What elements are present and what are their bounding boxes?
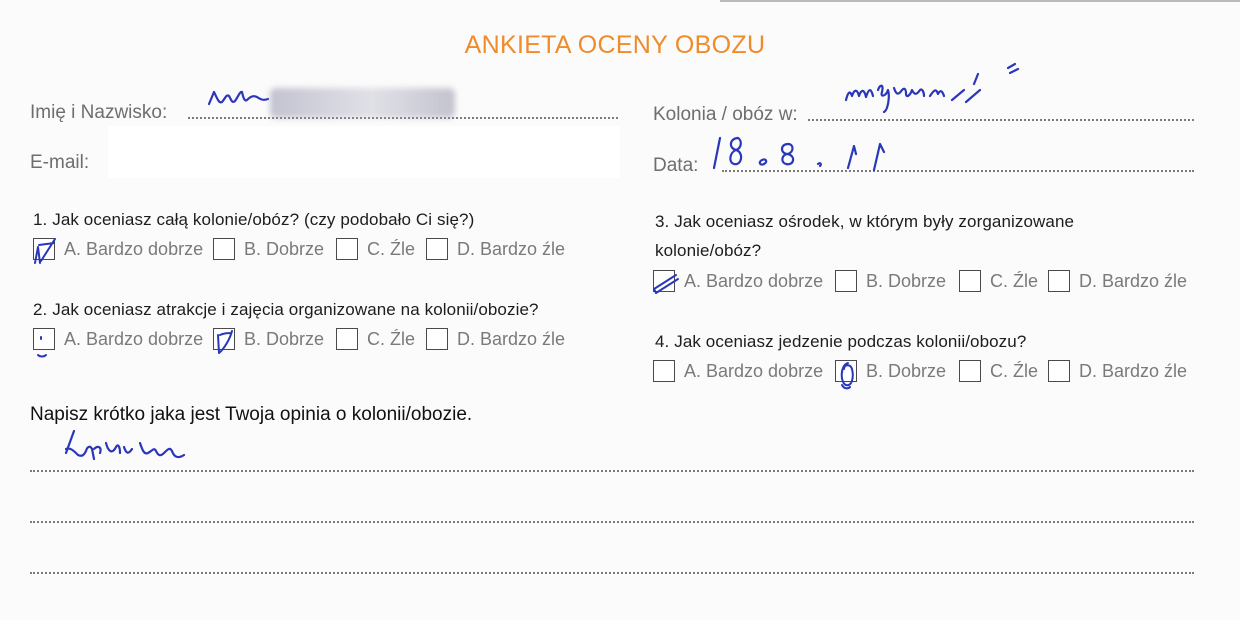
question-4-options — [653, 359, 1187, 383]
question-3-number: 3. — [655, 212, 670, 231]
question-3-options — [653, 269, 1187, 293]
date-handwriting — [708, 130, 908, 178]
opinion-line-1[interactable] — [30, 470, 1194, 472]
q1-option-a[interactable]: A. Bardzo dobrze — [33, 238, 213, 260]
email-label: E-mail: — [30, 152, 90, 173]
question-1-number: 1. — [33, 210, 48, 229]
checkbox-icon[interactable] — [426, 328, 448, 350]
checkbox-icon[interactable] — [33, 328, 55, 350]
checkbox-icon[interactable] — [1048, 360, 1070, 382]
check-mark-icon — [650, 267, 682, 299]
name-label: Imię i Nazwisko: — [30, 102, 168, 123]
date-label: Data: — [653, 155, 699, 176]
checkbox-icon[interactable] — [835, 270, 857, 292]
question-4-number: 4. — [655, 332, 670, 351]
question-2 — [33, 300, 539, 320]
form-title: ANKIETA OCENY OBOZU — [464, 31, 766, 59]
question-1 — [33, 210, 474, 230]
q4-option-a[interactable]: A. Bardzo dobrze — [653, 360, 835, 382]
question-2-text: Jak oceniasz atrakcje i zajęcia organizowane na kolonii/obozie? — [52, 300, 539, 319]
opinion-line-2[interactable] — [30, 521, 1194, 523]
date-value — [750, 138, 754, 139]
checkbox-icon[interactable] — [213, 328, 235, 350]
checkbox-icon[interactable] — [336, 328, 358, 350]
checkbox-icon[interactable] — [653, 360, 675, 382]
checkbox-icon[interactable] — [336, 238, 358, 260]
name-redacted — [270, 88, 455, 118]
q2-option-b[interactable]: B. Dobrze — [213, 328, 336, 350]
camp-handwriting — [840, 60, 1040, 120]
q3-option-c[interactable]: C. Źle — [959, 270, 1048, 292]
checkbox-icon[interactable] — [33, 238, 55, 260]
question-4 — [655, 332, 1026, 352]
question-1-options — [33, 237, 565, 261]
checkbox-icon[interactable] — [1048, 270, 1070, 292]
check-mark-icon — [210, 325, 242, 357]
question-1-text: Jak oceniasz całą kolonie/obóz? (czy podobało Ci się?) — [52, 210, 475, 229]
opinion-line-3[interactable] — [30, 572, 1194, 574]
q3-option-b[interactable]: B. Dobrze — [835, 270, 959, 292]
checkbox-icon[interactable] — [426, 238, 448, 260]
question-4-text: Jak oceniasz jedzenie podczas kolonii/obozu? — [674, 332, 1027, 351]
q2-option-c[interactable]: C. Źle — [336, 328, 426, 350]
checkbox-icon[interactable] — [959, 360, 981, 382]
question-3-text: Jak oceniasz ośrodek, w którym były zorganizowane — [674, 212, 1075, 231]
opinion-prompt: Napisz krótko jaka jest Twoja opinia o kolonii/obozie. — [30, 404, 473, 425]
q2-option-a[interactable]: A. Bardzo dobrze — [33, 328, 213, 350]
q4-option-c[interactable]: C. Źle — [959, 360, 1048, 382]
paper-edge — [720, 0, 1240, 2]
q4-option-d[interactable]: D. Bardzo źle — [1048, 360, 1187, 382]
checkbox-icon[interactable] — [653, 270, 675, 292]
q3-option-d[interactable]: D. Bardzo źle — [1048, 270, 1187, 292]
camp-label: Kolonia / obóz w: — [653, 104, 798, 125]
email-redacted — [108, 126, 620, 178]
question-2-number: 2. — [33, 300, 48, 319]
q1-option-b[interactable]: B. Dobrze — [213, 238, 336, 260]
question-2-options — [33, 327, 565, 351]
check-mark-icon — [30, 235, 62, 267]
checkbox-icon[interactable] — [959, 270, 981, 292]
q2-option-d[interactable]: D. Bardzo źle — [426, 328, 565, 350]
name-handwriting — [205, 82, 275, 118]
q1-option-c[interactable]: C. Źle — [336, 238, 426, 260]
stray-mark-icon — [30, 325, 62, 357]
question-3 — [655, 212, 1074, 232]
q4-option-b[interactable]: B. Dobrze — [835, 360, 959, 382]
checkbox-icon[interactable] — [835, 360, 857, 382]
question-3-text-cont: kolonie/obóz? — [655, 241, 762, 260]
check-mark-icon — [832, 357, 864, 389]
checkbox-icon[interactable] — [213, 238, 235, 260]
q3-option-a[interactable]: A. Bardzo dobrze — [653, 270, 835, 292]
opinion-handwriting — [60, 425, 210, 470]
q1-option-d[interactable]: D. Bardzo źle — [426, 238, 565, 260]
